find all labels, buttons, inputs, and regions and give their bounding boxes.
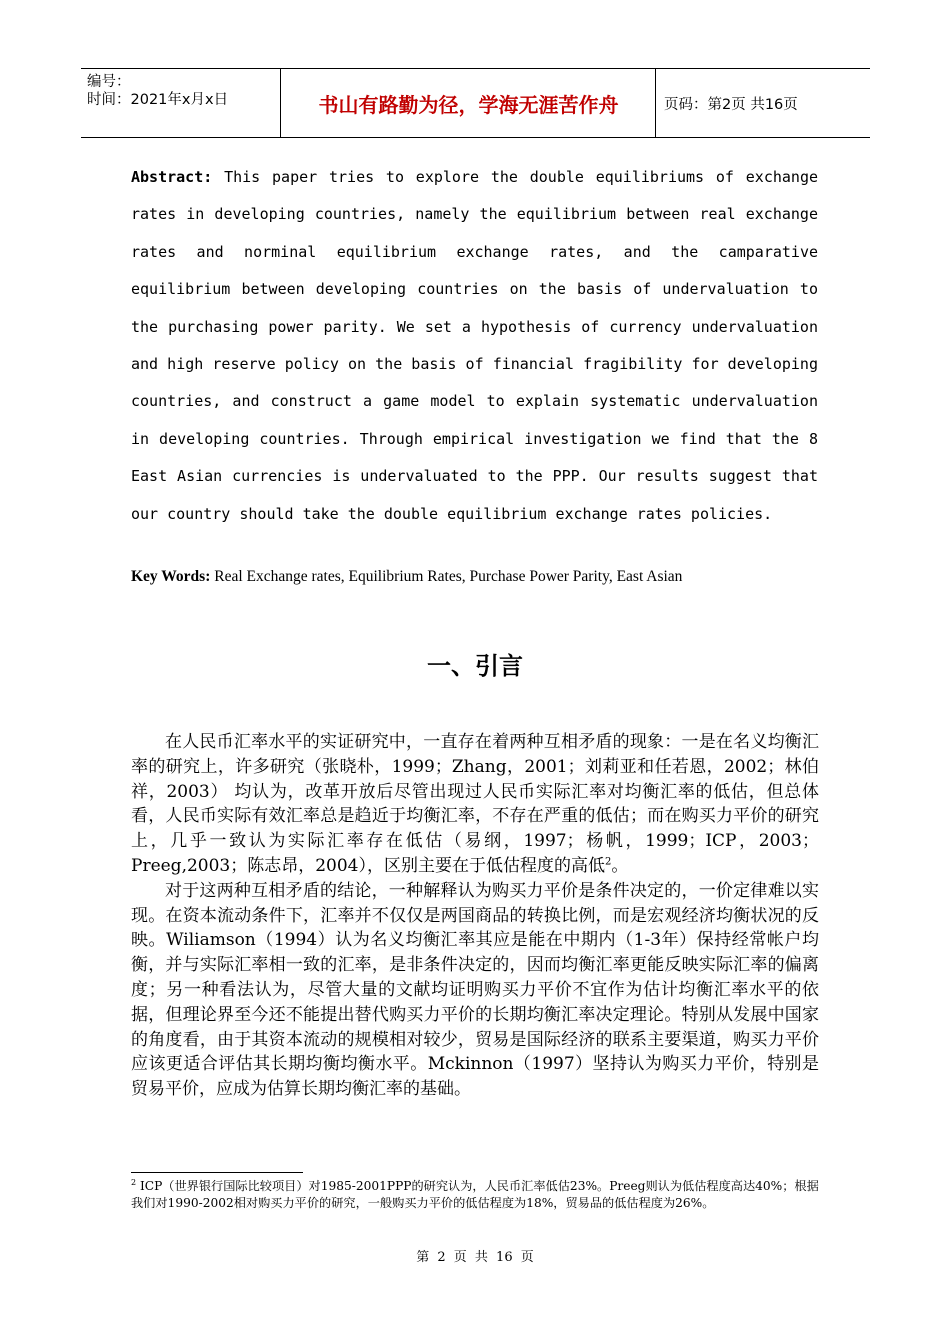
- header-meta: [81, 69, 281, 137]
- header-motto: 书山有路勤为径，学海无涯苦作舟: [282, 69, 656, 137]
- date-label: 时间：2021年x月x日: [87, 92, 229, 108]
- footnote-divider: [131, 1172, 303, 1173]
- header-page-info: 页码：第2页 共16页: [664, 96, 798, 113]
- body-text: [131, 730, 819, 1102]
- footnote-ref[interactable]: 2: [605, 856, 612, 868]
- paragraph: [131, 879, 819, 1102]
- keywords-label: Key Words:: [131, 568, 211, 585]
- keywords: [131, 568, 831, 586]
- footnote: [131, 1178, 821, 1212]
- keywords-text: Real Exchange rates, Equilibrium Rates, Purchase Power Parity, East Asian: [210, 568, 683, 585]
- header-table: [81, 68, 870, 138]
- paragraph-text: 对于这两种互相矛盾的结论，一种解释认为购买力平价是条件决定的，一价定律难以实现。在资本流动条件下，汇率并不仅仅是两国商品的转换比例，而是宏观经济均衡状况的反映。Wiliamson（1994）认为名义均衡汇率其应是能在中期内（1-3年）保持经常帐户均衡，并与实际汇率相一致的汇率，是非条件决定的，因而均衡汇率更能反映实际汇率的偏离度；另一种看法认为，尽管大量的文献均证明购买力平价不宜作为估计均衡汇率水平的依据，但理论界至今还不能提出替代购买力平价的长期均衡汇率决定理论。特别从发展中国家的角度看，由于其资本流动的规模相对较少，贸易是国际经济的联系主要渠道，购买力平价应该更适合评估其长期均衡均衡水平。Mckinnon（1997）坚持认为购买力平价，特别是贸易平价，应成为估算长期均衡汇率的基础。: [131, 880, 819, 1100]
- paragraph: [131, 730, 819, 879]
- footnote-number: 2: [131, 1177, 137, 1187]
- abstract-text: This paper tries to explore the double equilibriums of exchange rates in developing countries, namely the equilibrium between real exchange rates and norminal equilibrium exchange rates, and the camparative equilibrium between developing countries on the basis of undervaluation to the purchasing power parity. We set a hypothesis of currency undervaluation and high reserve policy on the basis of financial fragibility for developing countries, and construct a game model to explain systematic undervaluation in developing countries. Through empirical investigation we find that the 8 East Asian currencies is undervaluated to the PPP. Our results suggest that our country should take the double equilibrium exchange rates policies.: [131, 168, 818, 523]
- abstract: [131, 159, 818, 533]
- page-footer: 第 2 页 共 16 页: [416, 1250, 534, 1265]
- footnote-text: ICP（世界银行国际比较项目）对1985-2001PPP的研究认为，人民币汇率低估23%。Preeg则认为低估程度高达40%；根据我们对1990-2002相对购买力平价的研究，一般购买力平价的低估程度为18%，贸易品的低估程度为26%。: [131, 1179, 819, 1210]
- section-title: 一、引言: [427, 652, 523, 680]
- abstract-label: Abstract:: [131, 168, 213, 186]
- paragraph-text: 在人民币汇率水平的实证研究中，一直存在着两种互相矛盾的现象：一是在名义均衡汇率的研究上，许多研究（张晓朴，1999；Zhang，2001；刘莉亚和任若恩，2002；林伯祥，2003） 均认为，改革开放后尽管出现过人民币实际汇率对均衡汇率的低估，但总体看，人民币实际有效汇率总是趋近于均衡汇率，不存在严重的低估；而在购买力平价的研究上，几乎一致认为实际汇率存在低估（易纲，1997；杨帆，1999；ICP，2003；Preeg,2003；陈志昂，2004），区别主要在于低估程度的高低: [131, 732, 819, 876]
- paragraph-end: 。: [611, 855, 629, 876]
- number-label: 编号：: [87, 74, 131, 90]
